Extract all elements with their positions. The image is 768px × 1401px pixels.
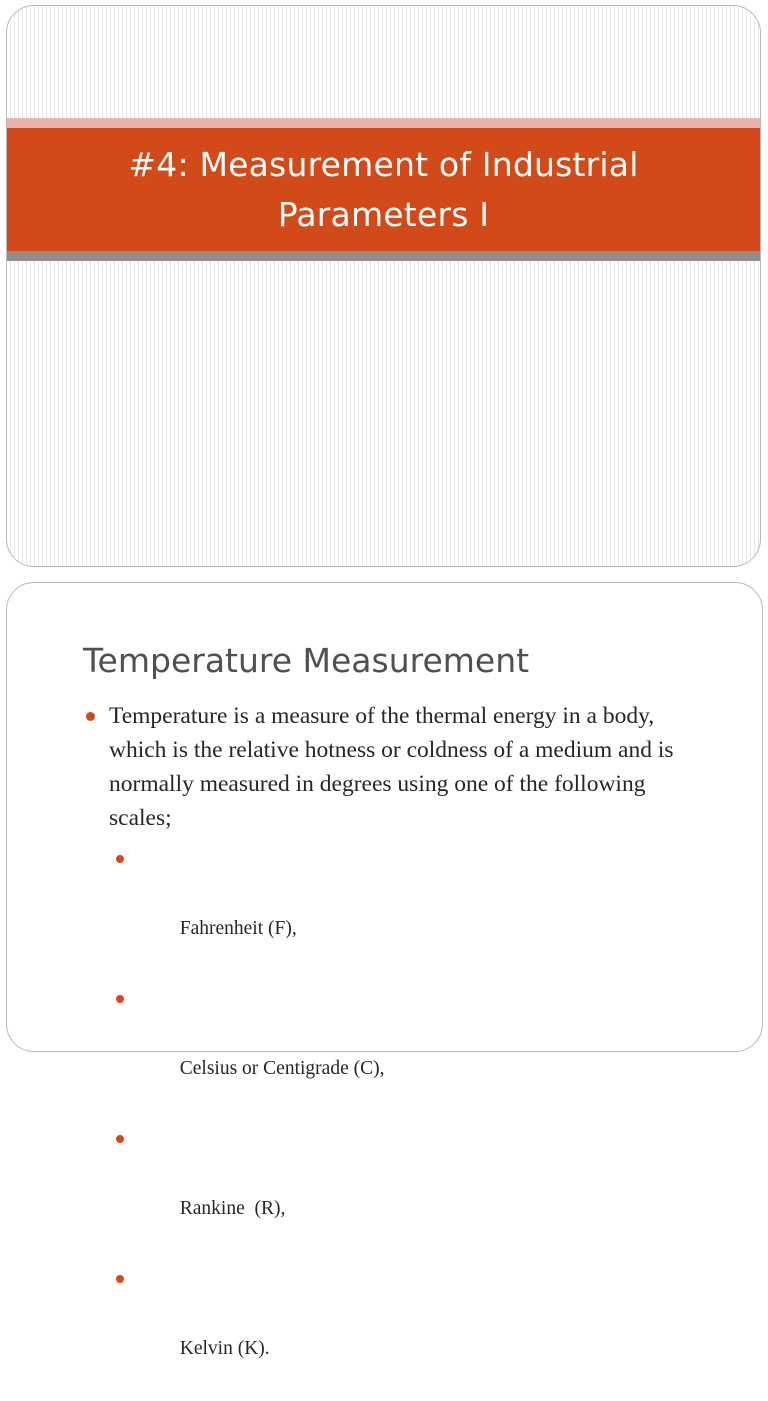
bullet-dot-icon	[116, 1135, 124, 1143]
title-band-bottom-stripe	[7, 251, 760, 261]
sub-bullet-text: Kelvin (K).	[179, 1338, 270, 1359]
bullet-item	[83, 699, 713, 1401]
bullet-dot-icon	[116, 995, 124, 1003]
bullet-dot-icon	[86, 712, 95, 721]
bullet-dot-icon	[116, 855, 124, 863]
bullet-text: Temperature is a measure of the thermal energy in a body, which is the relative hotness or coldness of a medium and is normally measured in degrees using one of the following scales;	[109, 703, 674, 831]
sub-bullet-item	[109, 841, 713, 981]
title-slide	[6, 5, 761, 567]
bullet-list	[83, 699, 713, 1401]
sub-bullet-text: Rankine (R),	[179, 1198, 286, 1219]
sub-bullet-item	[109, 1261, 713, 1401]
title-band	[7, 128, 760, 251]
sub-bullet-list	[109, 841, 713, 1401]
title-band-top-stripe	[7, 118, 760, 128]
content-heading: Temperature Measurement	[83, 641, 530, 680]
sub-bullet-text: Celsius or Centigrade (C),	[179, 1058, 385, 1079]
sub-bullet-text: Fahrenheit (F),	[179, 918, 297, 939]
bullet-dot-icon	[116, 1275, 124, 1283]
sub-bullet-item	[109, 981, 713, 1121]
slide-title: #4: Measurement of Industrial Parameters I	[128, 144, 639, 234]
sub-bullet-item	[109, 1121, 713, 1261]
content-slide	[6, 582, 763, 1359]
